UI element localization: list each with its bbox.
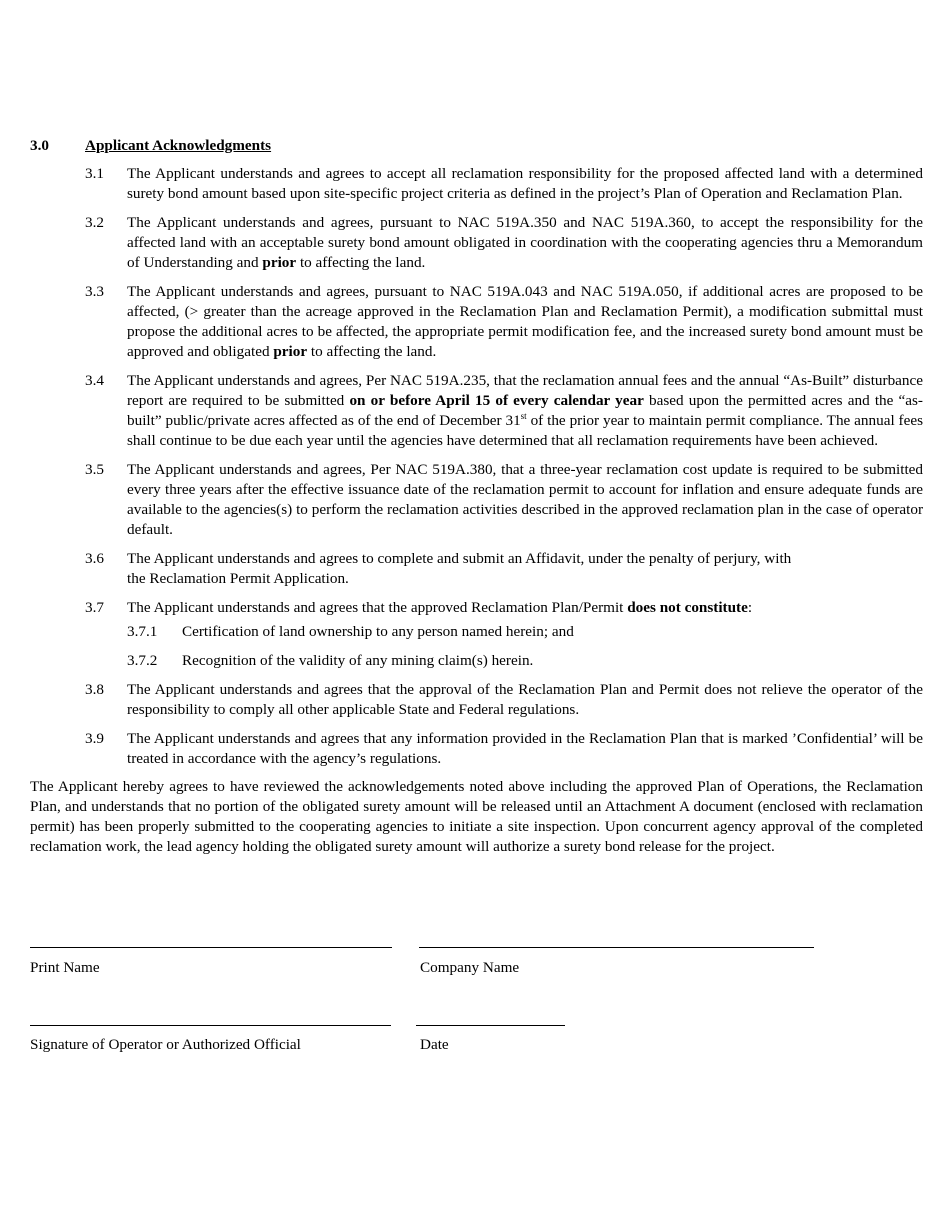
company-name-label: Company Name <box>420 959 520 976</box>
item-number: 3.4 <box>85 372 104 389</box>
closing-paragraph: The Applicant hereby agrees to have reviewed the acknowledgements noted above including the approved Plan of Operations, the Reclamation Plan, and understands that no portion of the obligated surety amount will be released until an Attachment A document (enclosed with reclamation permit) has been properly submitted to the cooperating agencies to initiate a site inspection. Upon concurrent agency approval of the completed reclamation work, the lead agency holding the obligated surety amount will authorize a surety bond release for the project. <box>30 778 923 855</box>
item-3-7-2 <box>127 651 923 671</box>
item-text: The Applicant understands and agrees, Per NAC 519A.380, that a three-year reclamation cost update is required to be submitted every three years after the effective issuance date of the reclamation permit to account for inflation and ensure adequate funds are available to the agencies(s) to perform the reclamation activities described in the approved reclamation plan in the case of operator default. <box>127 461 923 538</box>
company-name-line[interactable] <box>419 947 814 948</box>
item-number: 3.9 <box>85 730 104 747</box>
date-label: Date <box>420 1036 449 1053</box>
item-3-7-1 <box>127 622 923 642</box>
item-3-6 <box>85 549 923 589</box>
item-number: 3.7.2 <box>127 652 158 669</box>
signature-line[interactable] <box>30 1025 391 1026</box>
item-3-7 <box>85 598 923 618</box>
item-3-1 <box>85 164 923 204</box>
print-name-label: Print Name <box>30 959 100 976</box>
item-text: Recognition of the validity of any mining claim(s) herein. <box>182 652 534 669</box>
item-text: The Applicant understands and agrees to complete and submit an Affidavit, under the penalty of perjury, with the Reclamation Permit Application. <box>127 550 792 587</box>
item-text: The Applicant understands and agrees that the approved Reclamation Plan/Permit does not constitute: <box>127 599 753 616</box>
item-number: 3.8 <box>85 681 104 698</box>
item-number: 3.7 <box>85 599 104 616</box>
item-number: 3.6 <box>85 550 104 567</box>
item-text: The Applicant understands and agrees, pursuant to NAC 519A.043 and NAC 519A.050, if additional acres are proposed to be affected, (> greater than the acreage approved in the Reclamation Plan and Reclamation Permit), a modification submittal must propose the additional acres to be affected, the appropriate permit modification fee, and the increased surety bond amount must be approved and obligated prior to affecting the land. <box>127 283 923 360</box>
item-3-9 <box>85 729 923 769</box>
item-number: 3.1 <box>85 165 104 182</box>
signature-label: Signature of Operator or Authorized Official <box>30 1036 301 1053</box>
acknowledgments-section <box>30 136 923 857</box>
date-line[interactable] <box>416 1025 565 1026</box>
section-title: Applicant Acknowledgments <box>85 137 272 154</box>
item-number: 3.2 <box>85 214 104 231</box>
section-number: 3.0 <box>30 137 49 154</box>
print-name-line[interactable] <box>30 947 392 948</box>
item-text: The Applicant understands and agrees that any information provided in the Reclamation Plan that is marked ’Confidential’ will be treated in accordance with the agency’s regulations. <box>127 730 923 767</box>
item-text: The Applicant understands and agrees that the approval of the Reclamation Plan and Permit does not relieve the operator of the responsibility to comply all other applicable State and Federal regulations. <box>127 681 923 718</box>
section-heading <box>30 136 923 156</box>
item-number: 3.3 <box>85 283 104 300</box>
item-3-2 <box>85 213 923 273</box>
item-text: The Applicant understands and agrees, pursuant to NAC 519A.350 and NAC 519A.360, to accept the responsibility for the affected land with an acceptable surety bond amount obligated in coordination with the cooperating agencies thru a Memorandum of Understanding and prior to affecting the land. <box>127 214 923 271</box>
item-3-5 <box>85 460 923 540</box>
item-text: The Applicant understands and agrees to accept all reclamation responsibility for the proposed affected land with a determined surety bond amount based upon site-specific project criteria as defined in the project’s Plan of Operation and Reclamation Plan. <box>127 165 923 202</box>
item-text: Certification of land ownership to any person named herein; and <box>182 623 574 640</box>
item-text: The Applicant understands and agrees, Per NAC 519A.235, that the reclamation annual fees and the annual “As-Built” disturbance report are required to be submitted on or before April 15 of every calendar year based upon the permitted acres and the “as-built” public/private acres affected as of the end of December 31st of the prior year to maintain permit compliance. The annual fees shall continue to be due each year until the agencies have determined that all reclamation requirements have been achieved. <box>127 372 924 449</box>
item-3-4 <box>85 371 923 451</box>
item-number: 3.5 <box>85 461 104 478</box>
item-3-8 <box>85 680 923 720</box>
item-number: 3.7.1 <box>127 623 158 640</box>
item-3-3 <box>85 282 923 362</box>
